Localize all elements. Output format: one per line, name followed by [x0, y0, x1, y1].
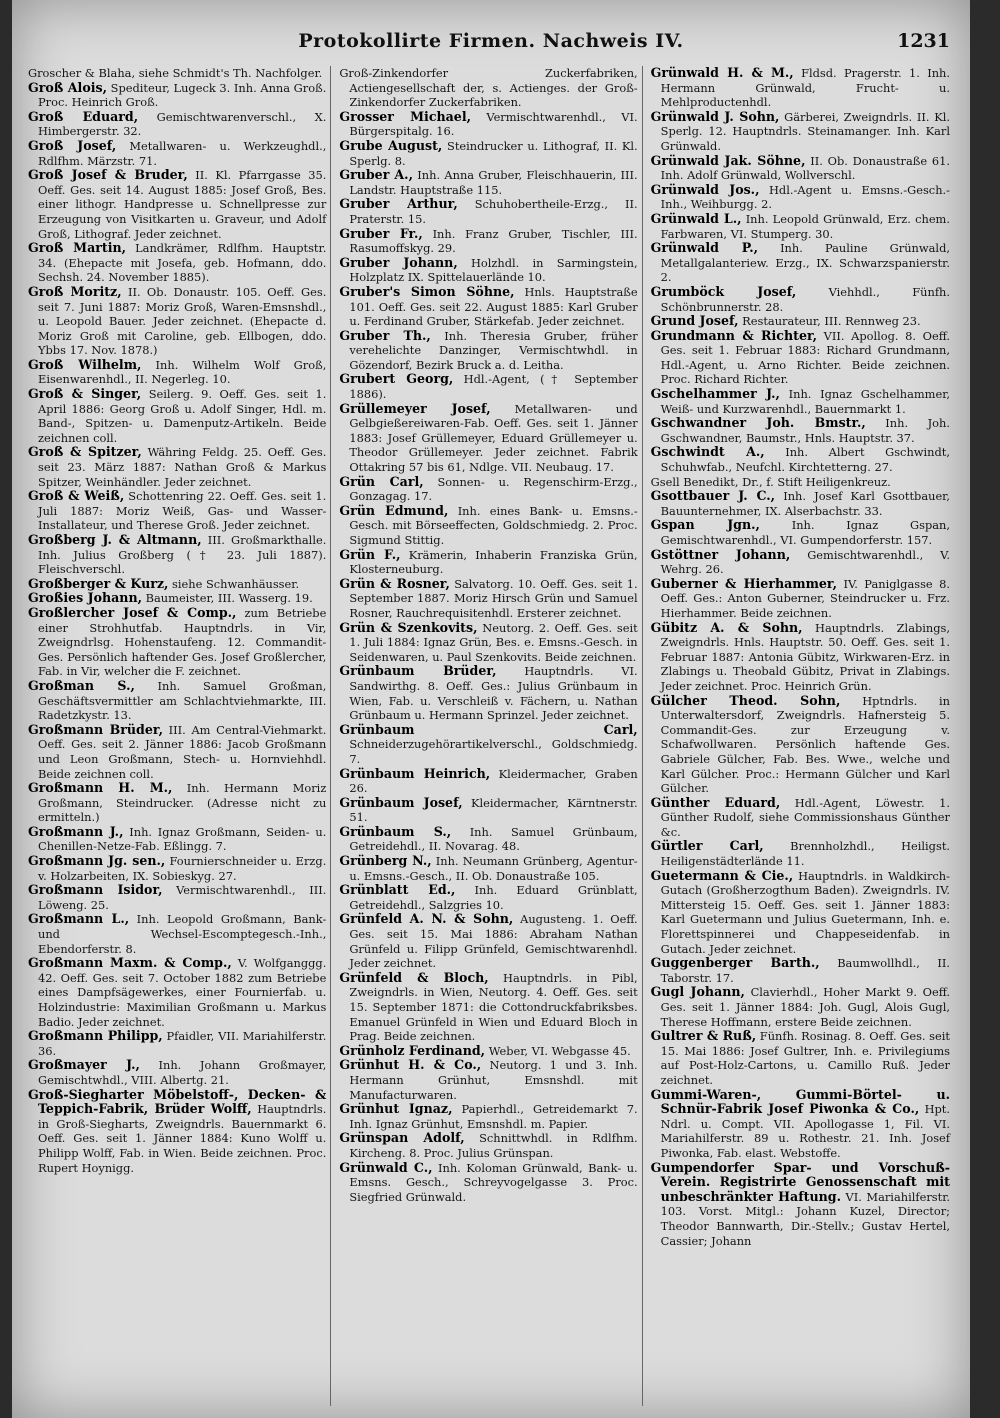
firm-name: Gruber A., — [339, 167, 413, 183]
directory-entry — [339, 767, 637, 796]
firm-name: Großmann Philipp, — [28, 1028, 163, 1044]
firm-name: Gruber Arthur, — [339, 196, 458, 212]
firm-name: Gsottbauer J. C., — [650, 488, 776, 504]
firm-name: Grünbaum Carl, — [339, 721, 638, 737]
directory-entry — [651, 110, 950, 154]
entry-text: V. Wolfganggg. 42. Oeff. Ges. seit 7. October 1882 zum Betriebe eines Dampfsägewerkes, einer Fournierfab. u. Holzindustrie: Maximilian Großmann u. Markus Badio. Jeder zeichnet. — [38, 956, 327, 1029]
entry-text: Fldsd. Pragerstr. 1. Inh. Hermann Grünwald, Frucht- u. Mehlproductenhdl. — [660, 66, 951, 110]
entry-text: Inh. Samuel Großman, Geschäftsvermittler am Schlachtviehmarkte, III. Radetzkystr. 13. — [38, 678, 327, 723]
directory-entry — [339, 227, 637, 256]
entry-text: Hpt. Ndrl. u. Compt. VII. Apollogasse 1, Fil. VI. Mariahilferstr. 89 u. Rothestr. 21. Inh. Josef Piwonka, Fab. elast. Webstoffe. — [660, 1102, 950, 1160]
entry-text: Krämerin, Inhaberin Franziska Grün, Klosterneuburg. — [349, 547, 638, 577]
directory-entry — [651, 518, 950, 547]
entry-text: Inh. Joh. Gschwandner, Baumstr., Hnls. Hauptstr. 37. — [660, 416, 950, 445]
directory-entry — [339, 664, 637, 722]
directory-entry — [28, 723, 326, 781]
firm-name: Groß Alois, — [28, 79, 107, 95]
firm-name: Grosser Michael, — [339, 108, 471, 124]
firm-name: Gugl Johann, — [650, 984, 745, 1000]
firm-name: Großmann Brüder, — [28, 721, 163, 737]
entry-text: Inh. Ignaz Gschelhammer, Weiß- und Kurzwarenhdl., Bauernmarkt 1. — [660, 387, 951, 416]
firm-name: Gschwindt A., — [650, 444, 765, 460]
entry-text: Hdl.-Agent, Löwestr. 1. Günther Rudolf, siehe Commissionshaus Günther &c. — [660, 795, 950, 839]
firm-name: Groß & Singer, — [28, 386, 142, 402]
entry-text: Restaurateur, III. Rennweg 23. — [742, 314, 921, 329]
directory-entry — [651, 839, 950, 868]
directory-entry — [28, 591, 326, 606]
firm-name: Grünwald L., — [650, 210, 742, 226]
directory-entry — [651, 869, 950, 957]
entry-text: Inh. Franz Gruber, Tischler, III. Rasumoffskyg. 29. — [349, 226, 638, 256]
firm-name: Grubert Georg, — [339, 371, 454, 387]
entry-text: Inh. Ignaz Großmann, Seiden- u. Chenillen-Netze-Fab. Eßlingg. 7. — [38, 824, 327, 854]
firm-name: Grube August, — [339, 137, 443, 153]
directory-entry — [651, 1161, 950, 1249]
directory-entry — [339, 1058, 637, 1102]
directory-entry — [339, 504, 637, 548]
directory-entry — [651, 241, 950, 285]
firm-name: Gschwandner Joh. Bmstr., — [650, 415, 866, 431]
firm-name: Gumpendorfer Spar- und Vorschuß-Verein. Registrirte Genossenschaft mit unbeschränkter Haftung. — [650, 1159, 950, 1204]
firm-name: Großmann J., — [28, 823, 124, 839]
directory-entry — [339, 723, 637, 767]
entry-text: Inh. Ignaz Gspan, Gemischtwarenhdl., VI. Gumpendorferstr. 157. — [660, 518, 951, 547]
entry-text: Inh. Neumann Grünberg, Agentur- u. Emsns.-Gesch., II. Ob. Donaustraße 105. — [349, 854, 638, 883]
firm-name: Grünwald J. Sohn, — [650, 108, 780, 124]
column-left — [28, 66, 331, 1406]
entry-text: Viehhdl., Fünfh. Schönbrunnerstr. 28. — [660, 284, 950, 314]
entry-text: Hptndrls. in Unterwaltersdorf, Zweigndrls. Hafnersteig 5. Commandit-Ges. zur Erzeugung v. Schafwollwaren. Persönlich haftende Ges. Gabriele Gülcher, Fab. Bes. Wwe., welche und Karl Gülcher. Proc.: Hermann Gülcher und Karl Gülcher. — [660, 693, 951, 796]
directory-entry — [28, 1029, 326, 1058]
firm-name: Großlercher Josef & Comp., — [28, 604, 237, 620]
entry-text: Schottenring 22. Oeff. Ges. seit 1. Juli 1887: Moriz Weiß, Gas- und Wasser-Installateur, und Therese Groß. Jeder zeichnet. — [38, 489, 327, 533]
firm-name: Grünspan Adolf, — [339, 1130, 465, 1146]
directory-entry — [28, 854, 326, 883]
directory-entry — [651, 489, 950, 518]
firm-name: Groß Martin, — [28, 240, 127, 256]
firm-name: Groß Eduard, — [28, 108, 139, 124]
page-header — [32, 30, 950, 64]
firm-name: Großman S., — [28, 677, 135, 693]
entry-text: Inh. Theresia Gruber, früher verehelichte Danzinger, Vermischtwhdl. in Gözendorf, Bezirk Bruck a. d. Leitha. — [349, 328, 638, 372]
directory-entry — [339, 256, 637, 285]
firm-name: Großmann H. M., — [28, 780, 173, 796]
entry-text: Groscher & Blaha, siehe Schmidt's Th. Nachfolger. — [28, 66, 323, 80]
firm-name: Gürtler Carl, — [650, 838, 764, 854]
entry-text: Hdl.-Agent, († September 1886). — [349, 372, 638, 402]
directory-entry — [651, 548, 950, 577]
entry-text: Hauptndrls. Zlabings, Zweigndrls. Hnls. Hauptstr. 50. Oeff. Ges. seit 1. Februar 1887: Antonia Gübitz, Wirkwaren-Erz. in Zlabings u. Theobald Gübitz, Privat in Zlabings. Jeder zeichnet. Proc. Heinrich Grün. — [660, 620, 951, 693]
entry-columns — [28, 66, 954, 1406]
firm-name: Großmann Jg. sen., — [28, 853, 166, 869]
directory-entry — [339, 621, 637, 665]
firm-name: Guberner & Hierhammer, — [650, 575, 838, 591]
firm-name: Grün F., — [339, 546, 401, 562]
firm-name: Groß & Spitzer, — [28, 444, 142, 460]
entry-text: Hauptndrls. VI. Sandwirthg. 8. Oeff. Ges.: Julius Grünbaum in Wien, Fab. u. Verschleiß v. Fächern, u. Nathan Grünbaum u. Hermann Sprinzel. Jeder zeichnet. — [349, 664, 638, 723]
entry-text: Schnittwhdl. in Rdlfhm. Kircheng. 8. Proc. Julius Grünspan. — [349, 1131, 638, 1160]
firm-name: Grünhut Ignaz, — [339, 1101, 453, 1117]
firm-name: Gruber Th., — [339, 327, 431, 343]
entry-text: Hnls. Hauptstraße 101. Oeff. Ges. seit 22. August 1885: Karl Gruber u. Ferdinand Gruber, Stärkefab. Jeder zeichnet. — [349, 284, 638, 329]
entry-text: Schuhobertheile-Erzg., II. Praterstr. 15. — [349, 197, 638, 226]
directory-entry — [339, 883, 637, 912]
entry-text: Inh. Pauline Grünwald, Metallgalanteriew. Erzg., IX. Schwarzspanierstr. 2. — [660, 241, 950, 285]
directory-entry — [651, 694, 950, 796]
entry-text: II. Ob. Donaustr. 105. Oeff. Ges. seit 7. Juni 1887: Moriz Groß, Waren-Emsnshdl., u. Leopold Bauer. Jeder zeichnet. (Ehepacte d. Moriz Groß mit Caroline, geb. Ellbogen, ddo. Ybbs 17. Nov. 1878.) — [38, 284, 327, 358]
directory-entry — [339, 912, 637, 970]
entry-text: Fünfh. Rosinag. 8. Oeff. Ges. seit 15. Mai 1886: Josef Gultrer, Inh. e. Privilegiums auf Post-Holz-Cartons, u. Camillo Ruß. Jeder zeichnet. — [660, 1029, 950, 1087]
entry-text: Neutorg. 2. Oeff. Ges. seit 1. Juli 1884: Ignaz Grün, Bes. e. Emsns.-Gesch. in Seidenwaren, u. Paul Szenkovits. Beide zeichnen. — [349, 620, 638, 664]
firm-name: Gruber Johann, — [339, 254, 458, 270]
entry-text: Papierhdl., Getreidemarkt 7. Inh. Ignaz Grünhut, Emsnshdl. m. Papier. — [349, 1102, 638, 1131]
entry-text: II. Kl. Pfarrgasse 35. Oeff. Ges. seit 14. August 1885: Josef Groß, Bes. einer lithogr. Handpresse u. Schnellpresse zur Erzeugung von Visitkarten u. Graveur, und Adolf Groß, Lithograf. Jeder zeichnet. — [38, 168, 327, 241]
firm-name: Grünwald C., — [339, 1159, 433, 1175]
entry-text: Vermischtwarenhdl., VI. Bürgerspitalg. 16. — [349, 109, 638, 139]
entry-text: Weber, VI. Webgasse 45. — [488, 1043, 631, 1058]
entry-text: Hauptndrls. in Groß-Siegharts, Zweigndrls. Bauernmarkt 6. Oeff. Ges. seit 1. Jänner 1884: Kuno Wolff u. Philipp Wolff, Fab. in Wien. Beide zeichnen. Proc. Rupert Hoynigg. — [38, 1102, 327, 1175]
entry-text: Metallwaren- u. Werkzeughdl., Rdlfhm. Märzstr. 71. — [38, 138, 327, 168]
firm-name: Grünholz Ferdinand, — [339, 1042, 486, 1058]
directory-entry — [651, 154, 950, 183]
directory-entry — [339, 1102, 637, 1131]
directory-entry — [28, 781, 326, 825]
column-right — [651, 66, 954, 1406]
directory-entry — [651, 796, 950, 840]
directory-entry — [339, 197, 637, 226]
entry-text: II. Ob. Donaustraße 61. Inh. Adolf Grünwald, Wollverschl. — [660, 153, 951, 183]
directory-entry — [28, 358, 326, 387]
firm-name: Großberg J. & Altmann, — [28, 532, 202, 547]
directory-entry — [651, 416, 950, 445]
entry-text: Inh. Anna Gruber, Fleischhauerin, III. Landstr. Hauptstraße 115. — [349, 168, 638, 197]
firm-name: Grünbaum Josef, — [339, 794, 463, 810]
firm-name: Grün & Rosner, — [339, 575, 450, 591]
directory-entry — [651, 183, 950, 212]
entry-text: Brennholzhdl., Heiligst. Heiligenstädterlände 11. — [660, 839, 951, 869]
directory-entry — [28, 1058, 326, 1087]
directory-entry — [339, 971, 637, 1044]
entry-text: Baumeister, III. Wasserg. 19. — [145, 591, 313, 606]
firm-name: Großmann L., — [28, 911, 130, 927]
directory-entry — [339, 168, 637, 197]
directory-entry — [339, 1161, 637, 1205]
firm-name: Grünfeld A. N. & Sohn, — [339, 911, 514, 927]
firm-name: Grund Josef, — [650, 313, 739, 329]
entry-text: Hauptndrls. in Pibl, Zweigndrls. in Wien, Neutorg. 4. Oeff. Ges. seit 15. September 1871: die Cottondruckfabriksbes. Emanuel Grünfeld in Wien und Eduard Bloch in Prag. Beide zeichnen. — [349, 970, 638, 1044]
firm-name: Grünbaum Heinrich, — [339, 765, 491, 781]
entry-text: Inh. Koloman Grünwald, Bank- u. Emsns. Gesch., Schreyvogelgasse 3. Proc. Siegfried Grünwald. — [349, 1160, 638, 1204]
directory-entry — [339, 475, 637, 504]
entry-text: zum Betriebe einer Strohhutfab. Hauptndrls. in Vir, Zweigndrlsg. Hohenstaufeng. 12. Commandit-Ges. Persönlich haftender Ges. Josef Großlercher, Fab. in Vir, welcher die F. zeichnet. — [38, 605, 327, 679]
firm-name: Grünbaum Brüder, — [339, 663, 497, 679]
directory-entry — [651, 212, 950, 241]
entry-text: III. Am Central-Viehmarkt. Oeff. Ges. seit 2. Jänner 1886: Jacob Großmann und Leon Großmann, Stech- u. Hornviehhdl. Beide zeichnen coll. — [38, 722, 327, 781]
entry-text: Holzhdl. in Sarmingstein, Holzplatz IX. Spittelauerlände 10. — [349, 255, 638, 285]
directory-entry — [651, 285, 950, 314]
entry-text: Währing Feldg. 25. Oeff. Ges. seit 23. März 1887: Nathan Groß & Markus Spitzer, Weinhändler. Jeder zeichnet. — [38, 445, 327, 489]
entry-text: Clavierhdl., Hoher Markt 9. Oeff. Ges. seit 1. Jänner 1884: Joh. Gugl, Alois Gugl, Therese Hoffmann, erstere Beide zeichnen. — [660, 985, 950, 1029]
directory-entry — [339, 139, 637, 168]
firm-name: Groß-Siegharter Möbelstoff-, Decken- & Teppich-Fabrik, Brüder Wolff, — [28, 1086, 327, 1117]
firm-name: Grünblatt Ed., — [339, 882, 456, 898]
entry-text: Salvatorg. 10. Oeff. Ges. seit 1. September 1887. Moriz Hirsch Grün und Samuel Rosner, Rauchrequisitenhdl. Ersterer zeichnet. — [349, 576, 638, 620]
directory-entry — [339, 402, 637, 475]
directory-entry — [28, 883, 326, 912]
directory-entry — [339, 1044, 637, 1059]
firm-name: Großies Johann, — [28, 590, 143, 606]
directory-entry — [339, 329, 637, 373]
entry-text: Seilerg. 9. Oeff. Ges. seit 1. April 1886: Georg Groß u. Adolf Singer, Hdl. m. Band-, Spitzen- u. Damenputz-Artikeln. Beide zeichnen coll. — [38, 387, 327, 445]
entry-text: Augusteng. 1. Oeff. Ges. seit 15. Mai 1886: Abraham Nathan Grünfeld u. Filipp Grünfeld, Gemischtwarenhdl. Jeder zeichnet. — [349, 912, 638, 971]
firm-name: Gübitz A. & Sohn, — [650, 619, 803, 635]
firm-name: Grünbaum S., — [339, 823, 452, 839]
entry-text: Groß-Zinkendorfer Zuckerfabriken, Actiengesellschaft der, s. Actienges. der Groß-Zinkendorfer Zuckerfabriken. — [339, 66, 638, 110]
directory-entry — [339, 796, 637, 825]
directory-entry — [28, 489, 326, 533]
firm-name: Großmann Maxm. & Comp., — [28, 955, 232, 971]
firm-name: Grünberg N., — [339, 853, 432, 869]
firm-name: Grünwald H. & M., — [650, 66, 794, 80]
entry-text: Inh. Samuel Grünbaum, Getreidehdl., II. Novarag. 48. — [349, 824, 638, 854]
entry-text: Hauptndrls. in Waldkirch-Gutach (Großherzogthum Baden). Zweigndrls. IV. Mittersteig 15. Oeff. Ges. seit 1. Jänner 1883: Karl Guetermann und Julius Guetermann, Inh. e. Florettspinnerei und Chappeseidenfab. in Gutach. Jeder zeichnet. — [660, 868, 950, 956]
entry-text: Hdl.-Agent u. Emsns.-Gesch.-Inh., Weihburgg. 2. — [660, 182, 950, 212]
entry-text: Sonnen- u. Regenschirm-Erzg., Gonzagag. 17. — [349, 474, 638, 504]
directory-page — [12, 0, 970, 1418]
entry-text: Vermischtwarenhdl., III. Löweng. 25. — [38, 883, 327, 912]
firm-name: Grumböck Josef, — [650, 283, 797, 299]
firm-name: Gruber Fr., — [339, 225, 423, 241]
firm-name: Groß & Weiß, — [28, 488, 125, 504]
entry-text: Inh. Wilhelm Wolf Groß, Eisenwarenhdl., II. Negerleg. 10. — [38, 357, 327, 387]
firm-name: Grün & Szenkovits, — [339, 619, 478, 635]
firm-name: Guggenberger Barth., — [650, 955, 820, 971]
directory-entry — [651, 314, 950, 329]
firm-name: Grünwald Jos., — [650, 181, 760, 197]
directory-entry — [28, 139, 326, 168]
directory-entry — [651, 445, 950, 474]
column-middle — [339, 66, 642, 1406]
firm-name: Gummi-Waren-, Gummi-Börtel- u. Schnür-Fabrik Josef Piwonka & Co., — [650, 1086, 950, 1117]
directory-entry — [28, 606, 326, 679]
entry-text: Inh. Leopold Großmann, Bank- und Wechsel-Escomptegesch.-Inh., Ebendorferstr. 8. — [38, 912, 327, 956]
firm-name: Grün Carl, — [339, 473, 424, 489]
firm-name: Groß Josef & Bruder, — [28, 167, 188, 183]
entry-text: Inh. Eduard Grünblatt, Getreidehdl., Salzgries 10. — [349, 883, 638, 912]
directory-entry — [28, 387, 326, 445]
directory-entry — [28, 66, 326, 81]
directory-entry — [28, 241, 326, 285]
entry-text: Neutorg. 1 und 3. Inh. Hermann Grünhut, Emsnshdl. mit Manufacturwaren. — [349, 1058, 638, 1102]
entry-text: VI. Mariahilferstr. 103. Vorst. Mitgl.: Johann Kuzel, Director; Theodor Bannwarth, Dir.-Stellv.; Gustav Hertel, Cassier; Johann — [660, 1189, 951, 1248]
directory-entry — [651, 387, 950, 416]
directory-entry — [339, 110, 637, 139]
firm-name: Groß Wilhelm, — [28, 356, 142, 372]
entry-text: Fournierschneider u. Erzg. v. Holzarbeiten, IX. Sobieskyg. 27. — [38, 854, 327, 883]
directory-entry — [339, 372, 637, 401]
directory-entry — [28, 679, 326, 723]
directory-entry — [651, 577, 950, 621]
directory-entry — [28, 912, 326, 956]
entry-text: Inh. Leopold Grünwald, Erz. chem. Farbwaren, VI. Stumperg. 30. — [660, 211, 950, 241]
entry-text: Kleidermacher, Kärntnerstr. 51. — [349, 795, 638, 825]
directory-entry — [28, 577, 326, 592]
directory-entry — [28, 110, 326, 139]
entry-text: Inh. Hermann Moriz Großmann, Steindrucker. (Adresse nicht zu ermitteln.) — [38, 781, 327, 825]
entry-text: Pfaidler, VII. Mariahilferstr. 36. — [38, 1029, 327, 1058]
firm-name: Grünwald P., — [650, 240, 758, 256]
entry-text: Spediteur, Lugeck 3. Inh. Anna Groß. Proc. Heinrich Groß. — [38, 80, 327, 110]
directory-entry — [339, 1131, 637, 1160]
firm-name: Gruber's Simon Söhne, — [339, 283, 515, 299]
firm-name: Grünfeld & Bloch, — [339, 969, 489, 985]
entry-text: Landkrämer, Rdlfhm. Hauptstr. 34. (Ehepacte mit Josefa, geb. Hofmann, ddo. Sechsh. 24. November 1885). — [38, 241, 327, 285]
firm-name: Gülcher Theod. Sohn, — [650, 692, 841, 708]
directory-entry — [28, 285, 326, 358]
entry-text: Gsell Benedikt, Dr., f. Stift Heiligenkreuz. — [650, 474, 891, 489]
directory-entry — [339, 825, 637, 854]
directory-entry — [339, 854, 637, 883]
firm-name: Grünwald Jak. Söhne, — [650, 152, 806, 168]
entry-text: Inh. Johann Großmayer, Gemischtwhdl., VIII. Albertg. 21. — [38, 1058, 327, 1087]
firm-name: Grundmann & Richter, — [650, 327, 818, 343]
firm-name: Guetermann & Cie., — [650, 867, 794, 883]
directory-entry — [28, 168, 326, 241]
directory-entry — [651, 1088, 950, 1161]
directory-entry — [28, 1088, 326, 1176]
firm-name: Gstöttner Johann, — [650, 546, 791, 562]
directory-entry — [28, 533, 326, 577]
firm-name: Gspan Jgn., — [650, 517, 760, 533]
directory-entry — [339, 285, 637, 329]
directory-entry — [651, 329, 950, 387]
firm-name: Gultrer & Ruß, — [650, 1028, 757, 1044]
entry-text: VII. Apollog. 8. Oeff. Ges. seit 1. Februar 1883: Richard Grundmann, Hdl.-Agent, u. Arno Richter. Beide zeichnen. Proc. Richard Richter. — [660, 328, 950, 387]
page-number: 1231 — [897, 30, 950, 52]
firm-name: Großmayer J., — [28, 1057, 140, 1073]
firm-name: Grüllemeyer Josef, — [339, 400, 491, 416]
entry-text: Schneiderzugehörartikelverschl., Goldschmiedg. 7. — [349, 737, 638, 766]
entry-text: Steindrucker u. Lithograf, II. Kl. Sperlg. 8. — [349, 138, 638, 168]
directory-entry — [28, 825, 326, 854]
directory-entry — [339, 66, 637, 110]
directory-entry — [339, 548, 637, 577]
entry-text: Inh. eines Bank- u. Emsns.-Gesch. mit Börseeffecten, Goldschmiedg. 2. Proc. Sigmund Stittig. — [349, 503, 638, 547]
directory-entry — [651, 1029, 950, 1087]
directory-entry — [651, 475, 950, 490]
entry-text: Inh. Josef Karl Gsottbauer, Bauunternehmer, IX. Alserbachstr. 33. — [660, 489, 950, 518]
firm-name: Groß Moritz, — [28, 283, 122, 299]
directory-entry — [28, 956, 326, 1029]
directory-entry — [651, 985, 950, 1029]
entry-text: Inh. Albert Gschwindt, Schuhwfab., Neufchl. Kirchtetterng. 27. — [660, 445, 950, 475]
firm-name: Grünhut H. & Co., — [339, 1057, 482, 1073]
running-title: Protokollirte Firmen. Nachweis IV. — [298, 30, 684, 52]
firm-name: Gschelhammer J., — [650, 386, 780, 402]
entry-text: Metallwaren- und Gelbgießereiwaren-Fab. Oeff. Ges. seit 1. Jänner 1883: Josef Grüllemeyer, Eduard Grüllemeyer u. Theodor Grüllemeyer. Jeder zeichnet. Fabrik Ottakring 57 bis 61, Ndlge. VII. Neubaug. 17. — [349, 401, 638, 475]
entry-text: IV. Paniglgasse 8. Oeff. Ges.: Anton Guberner, Steindrucker u. Frz. Hierhammer. Beide zeichnen. — [660, 576, 950, 620]
directory-entry — [339, 577, 637, 621]
entry-text: Kleidermacher, Graben 26. — [349, 766, 638, 796]
firm-name: Großberger & Kurz, — [28, 575, 169, 591]
entry-text: Baumwollhdl., II. Taborstr. 17. — [660, 956, 950, 985]
directory-entry — [651, 621, 950, 694]
firm-name: Grün Edmund, — [339, 502, 449, 518]
directory-entry — [28, 81, 326, 110]
firm-name: Günther Eduard, — [650, 794, 781, 810]
directory-entry — [651, 956, 950, 985]
firm-name: Groß Josef, — [28, 137, 117, 153]
directory-entry — [651, 66, 950, 110]
entry-text: Gemischtwarenverschl., X. Himbergerstr. 32. — [38, 109, 327, 139]
entry-text: III. Großmarkthalle. Inh. Julius Großberg († 23. Juli 1887). Fleischverschl. — [38, 533, 327, 577]
entry-text: Gemischtwarenhdl., V. Wehrg. 26. — [660, 547, 950, 577]
directory-entry — [28, 445, 326, 489]
firm-name: Großmann Isidor, — [28, 882, 163, 898]
entry-text: Gärberei, Zweigndrls. II. Kl. Sperlg. 12. Hauptndrls. Steinamanger. Inh. Karl Grünwald. — [660, 109, 950, 153]
entry-text: siehe Schwanhäusser. — [172, 576, 300, 591]
